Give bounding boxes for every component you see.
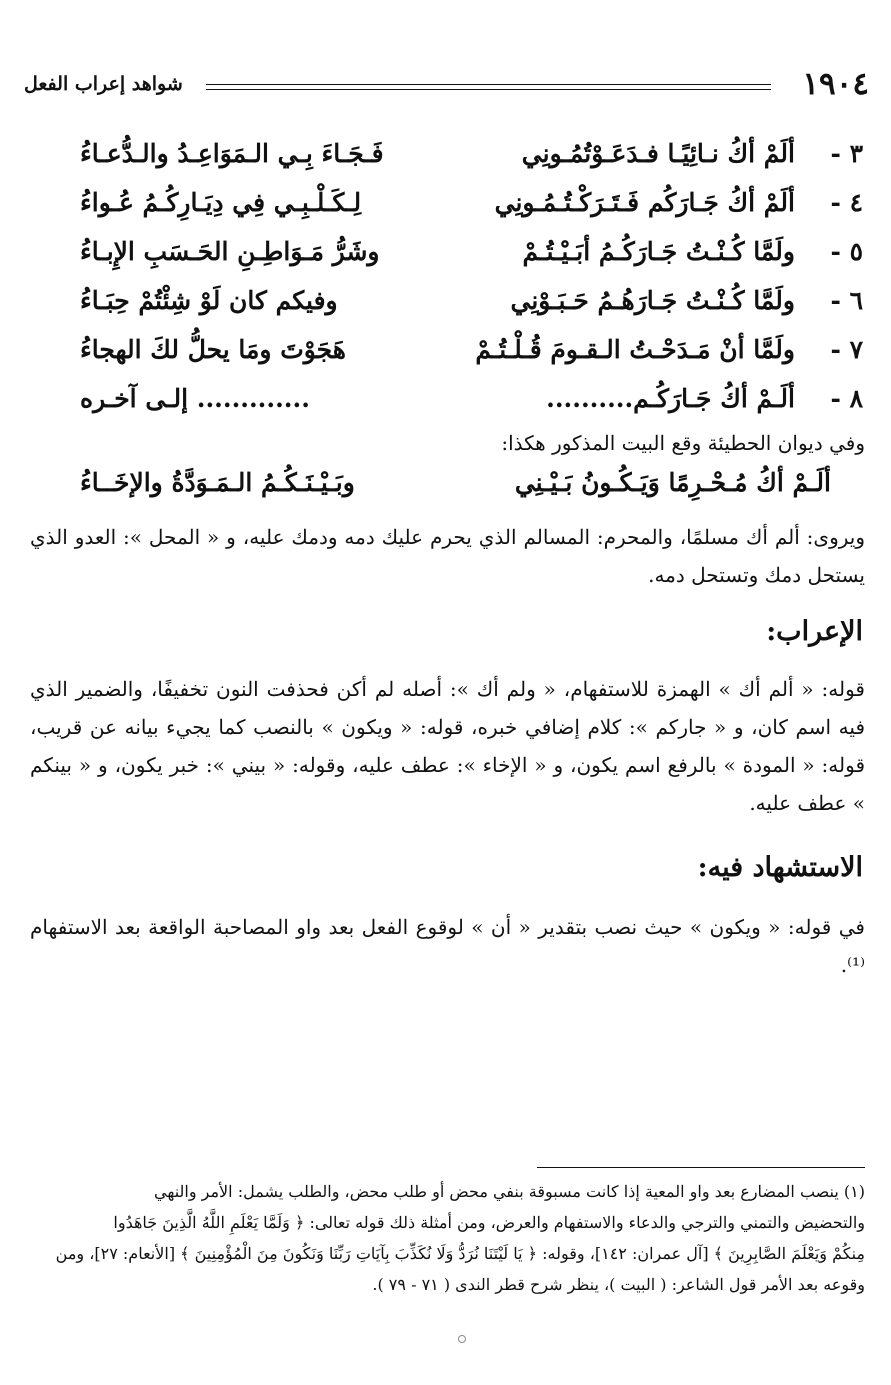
verse-first-hemistich: ألَمْ أكُ جَـارَكُم فَـتَـرَكْـتُـمُـونِي [494,188,795,217]
verse-list [80,133,863,427]
istishhad-heading: الاستشهاد فيه: [697,852,863,883]
footnote-separator [537,1167,865,1168]
page-header [24,64,869,104]
verse-first-hemistich: ألَمْ أكُ نـائِيًـا فـدَعَـوْتُمُـونِي [521,139,795,168]
verse-number: ٦ - [830,286,863,315]
verse-number: ٧ - [830,335,863,364]
verse-second-hemistich: هَجَوْتَ ومَا يحلُّ لكَ الهجاءُ [80,335,346,364]
irab-heading: الإعراب: [766,616,863,647]
diwan-intro: وفي ديوان الحطيئة وقع البيت المذكور هكذا: [501,431,865,455]
verse-second-hemistich: لِـكَـلْـبِـي فِي دِيَـارِكُـمُ عُـواءُ [80,188,362,217]
footnote-line: مِنكُمْ وَيَعْلَمَ الصَّابِرِينَ ﴾ [آل عمران: ١٤٢]، وقوله: ﴿ يَا لَيْتَنَا نُرَدُّ وَلَا نُكَذِّبَ بِآيَاتِ رَبِّنَا وَنَكُونَ مِنَ الْمُؤْمِنِينَ ﴾ [الأنعام: ٢٧]، ومن [55,1244,865,1263]
verse-number: ٣ - [830,139,863,168]
verse-number: ٤ - [830,188,863,217]
variant-verse [80,464,831,510]
footnote-line: والتحضيض والتمني والترجي والدعاء والاستفهام والعرض، ومن أمثلة ذلك قوله تعالى: ﴿ وَلَمَّا يَعْلَمِ اللَّهُ الَّذِينَ جَاهَدُوا [113,1213,865,1232]
verse-row [80,182,863,231]
footnote [26,1176,865,1300]
verse-row [80,133,863,182]
verse-first-hemistich: ولَمَّا أنْ مَـدَحْـتُ الـقـومَ قُـلْـتُـمْ [475,335,795,364]
verse-row [80,231,863,280]
verse-first-hemistich: ولَمَّا كُـنْـتُ جَـارَكُـمُ أبَـيْـتُـمْ [522,237,795,266]
header-double-rule [206,84,771,90]
verse-first-hemistich: ألَـمْ أكُ جَـارَكُـم.......... [546,384,795,413]
irab-paragraph: قوله: « ألم أك » الهمزة للاستفهام، « ولم أك »: أصله لم أكن فحذفت النون تخفيفًا، والضمير الذي فيه اسم كان، و « جاركم »: كلام إضافي خبره، قوله: « ويكون » بالنصب كما يجيء بيانه عن قريب، قوله: « المودة » بالرفع اسم يكون، و « الإخاء »: عطف عليه، وقوله: « بيني »: خبر يكون، و « بينكم » عطف عليه. [30,677,866,815]
page-number: ١٩٠٤ [802,66,869,102]
verse-number: ٨ - [830,384,863,413]
footnote-line: (١) ينصب المضارع بعد واو المعية إذا كانت مسبوقة بنفي محض أو طلب محض، والطلب يشمل: الأمر والنهي [153,1182,865,1201]
verse-row [80,280,863,329]
running-title: شواهد إعراب الفعل [24,73,183,95]
footnote-line: وقوعه بعد الأمر قول الشاعر: ( البيت )، ينظر شرح قطر الندى ( ٧١ - ٧٩ ). [372,1275,865,1294]
verse-first-hemistich: ألَـمْ أكُ مُـحْـرِمًا وَيَـكُـونُ بَـيْـنِي [514,468,831,497]
verse-row [80,378,863,427]
verse-second-hemistich: ............. إلـى آخـره [80,384,310,413]
verse-row [80,329,863,378]
verse-number: ٥ - [830,237,863,266]
verse-second-hemistich: وفيكم كان لَوْ شِئْتُمْ حِبَـاءُ [80,286,338,315]
verse-second-hemistich: وبَـيْـنَـكُـمُ الـمَـوَدَّةُ والإخَــاءُ [80,468,355,497]
istishhad-paragraph: في قوله: « ويكون » حيث نصب بتقدير « أن » لوقوع الفعل بعد واو المصاحبة الواقعة بعد الاستفهام ⁽¹⁾. [30,915,865,977]
page-mark [458,1335,466,1343]
verse-second-hemistich: فَـجَـاءَ بِـي الـمَوَاعِـدُ والـدُّعـاءُ [80,139,384,168]
gloss-paragraph: ويروى: ألم أك مسلمًا، والمحرم: المسالم الذي يحرم عليك دمه ودمك عليه، و « المحل »: العدو الذي يستحل دمك وتستحل دمه. [30,525,865,587]
verse-first-hemistich: ولَمَّا كُـنْـتُ جَـارَهُـمُ حَـبَـوْنِي [510,286,795,315]
verse-second-hemistich: وشَرُّ مَـوَاطِـنِ الحَـسَبِ الإِبـاءُ [80,237,380,266]
